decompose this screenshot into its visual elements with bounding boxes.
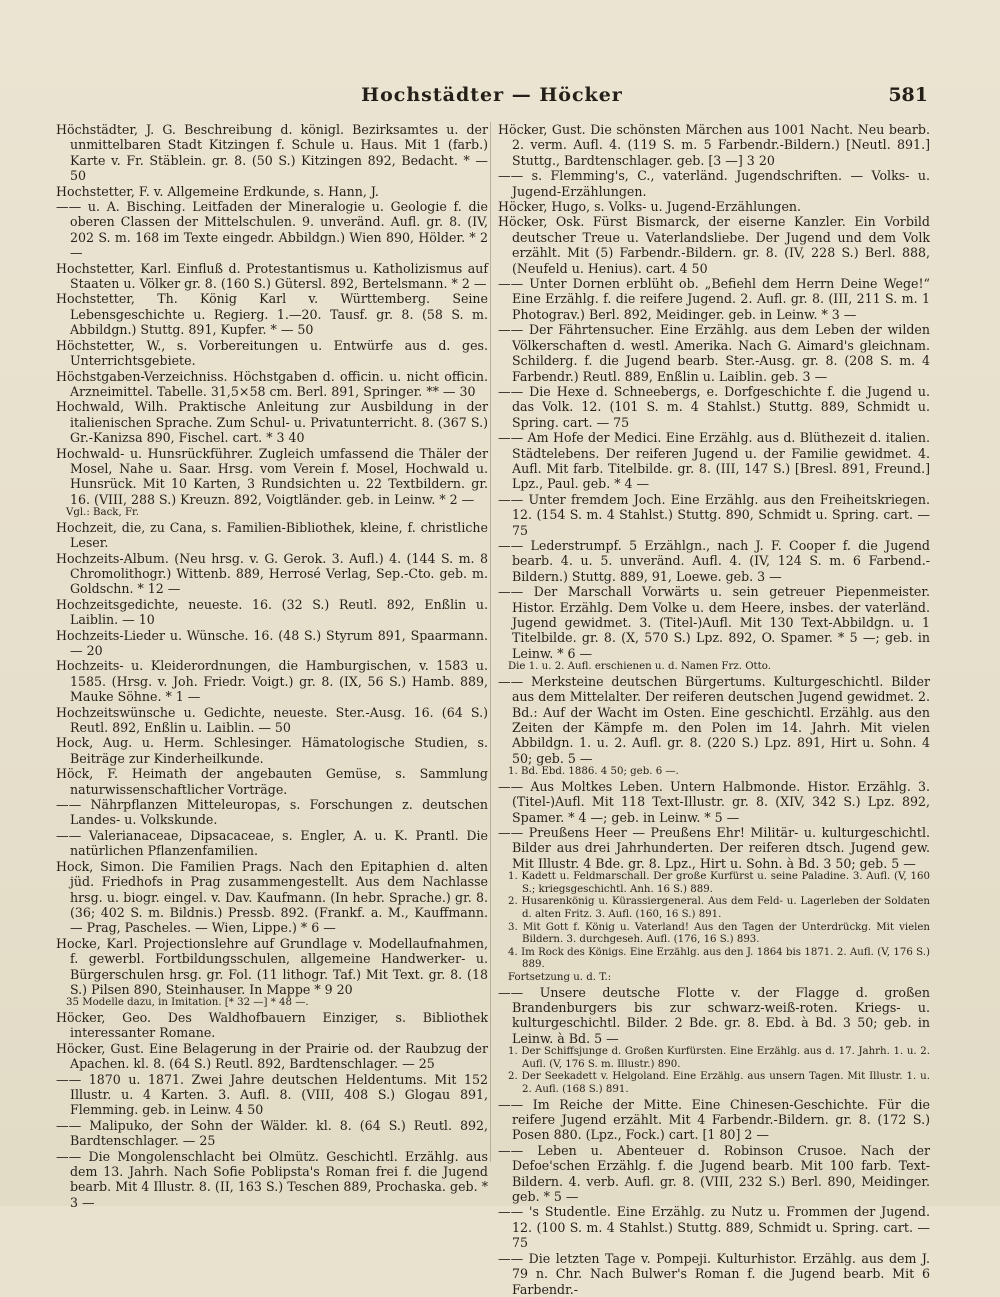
- catalog-entry: —— Der Fährtensucher. Eine Erzählg. aus dem Leben der wilden Völkerschaften d. westl. Amerika. Nach G. Aimard's gleichnam. Schilderg. f. die Jugend bearb. Ster.-Ausg. gr. 8. (208 S. m. 4 Farbendr.) Reutl. 889, Enßlin u. Laiblin. geb. 3 —: [498, 322, 930, 384]
- catalog-entry: Höcker, Gust. Die schönsten Märchen aus 1001 Nacht. Neu bearb. 2. verm. Aufl. 4. (119 S. m. 5 Farbendr.-Bildern.) [Neutl. 891.] Stuttg., Bardtenschlager. geb. [3 —] 3 20: [498, 122, 930, 168]
- catalog-entry: Hochzeitswünsche u. Gedichte, neueste. Ster.-Ausg. 16. (64 S.) Reutl. 892, Enßlin u. Laiblin. — 50: [56, 704, 488, 736]
- running-title: Hochstädter — Höcker: [361, 84, 623, 106]
- catalog-entry: —— Der Marschall Vorwärts u. sein getreuer Piepenmeister. Histor. Erzählg. Dem Volke u. dem Heere, insbes. der vaterländ. Jugend gewidmet. 3. (Titel-)Aufl. Mit 130 Text-Abbildgn. u. 1 Titelbilde. gr. 8. (X, 570 S.) Lpz. 892, O. Spamer. * 5 —; geb. in Leinw. * 6 —: [498, 584, 930, 661]
- catalog-entry: —— Die Hexe d. Schneebergs, e. Dorfgeschichte f. die Jugend u. das Volk. 12. (101 S. m. 4 Stahlst.) Stuttg. 889, Schmidt u. Spring. cart. — 75: [498, 383, 930, 430]
- catalog-entry: Höcker, Osk. Fürst Bismarck, der eiserne Kanzler. Ein Vorbild deutscher Treue u. Vaterlandsliebe. Der Jugend und dem Volk erzählt. Mit (5) Farbendr.-Bildern. gr. 8. (IV, 228 S.) Berl. 888, (Neufeld u. Henius). cart. 4 50: [498, 214, 930, 276]
- catalog-entry: Höcker, Geo. Des Waldhofbauern Einziger, s. Bibliothek interessanter Romane.: [56, 1009, 488, 1041]
- catalog-entry: —— 1870 u. 1871. Zwei Jahre deutschen Heldentums. Mit 152 Illustr. u. 4 Karten. 3. Aufl. 8. (VIII, 408 S.) Glogau 891, Flemming. geb. in Leinw. 4 50: [56, 1071, 488, 1118]
- page-number: 581: [888, 84, 928, 106]
- catalog-entry: —— Die Mongolenschlacht bei Olmütz. Geschichtl. Erzählg. aus dem 13. Jahrh. Nach Sofie Poblipsta's Roman frei f. die Jugend bearb. Mit 4 Illustr. 8. (II, 163 S.) Teschen 889, Prochaska. geb. * 3 —: [56, 1148, 488, 1210]
- right-column: [498, 122, 930, 1297]
- catalog-entry: 1. Bd. Ebd. 1886. 4 50; geb. 6 —.: [508, 766, 679, 778]
- catalog-entry: Hocke, Karl. Projectionslehre auf Grundlage v. Modellaufnahmen, f. gewerbl. Fortbildungsschulen, allgemeine Handwerker- u. Bürgerschulen hrsg. gr. Fol. (11 lithogr. Taf.) Mit Text. gr. 8. (18 S.) Pilsen 890, Steinhauser. In Mappe * 9 20: [56, 935, 488, 997]
- catalog-entry: —— Leben u. Abenteuer d. Robinson Crusoe. Nach der Defoe'schen Erzählg. f. die Jugend bearb. Mit 100 farb. Text-Bildern. 4. verb. Aufl. gr. 8. (VIII, 232 S.) Berl. 890, Meidinger. geb. * 5 —: [498, 1142, 930, 1205]
- catalog-entry: 1. Kadett u. Feldmarschall. Der große Kurfürst u. seine Paladine. 3. Aufl. (V, 160 S.; kriegsgeschichtl. Anh. 16 S.) 889.: [508, 871, 930, 895]
- catalog-entry: 2. Der Seekadett v. Helgoland. Eine Erzählg. aus unsern Tagen. Mit Illustr. 1. u. 2. Aufl. (168 S.) 891.: [508, 1071, 930, 1096]
- catalog-entry: Höchstgaben-Verzeichniss. Höchstgaben d. officin. u. nicht officin. Arzneimittel. Tabelle. 31,5×58 cm. Berl. 891, Springer. ** — 30: [56, 368, 488, 399]
- catalog-entry: —— Die letzten Tage v. Pompeji. Kulturhistor. Erzählg. aus dem J. 79 n. Chr. Nach Bulwer's Roman f. die Jugend bearb. Mit 6 Farbendr.-: [498, 1250, 930, 1297]
- catalog-entry: Höcker, Gust. Eine Belagerung in der Prairie od. der Raubzug der Apachen. kl. 8. (64 S.) Reutl. 892, Bardtenschlager. — 25: [56, 1040, 488, 1072]
- catalog-entry: —— Unter Dornen erblüht ob. „Befiehl dem Herrn Deine Wege!“ Eine Erzählg. f. die reifere Jugend. 2. Aufl. gr. 8. (III, 211 S. m. 1 Photograv.) Berl. 892, Meidinger. geb. in Leinw. * 3 —: [498, 276, 930, 322]
- catalog-entry: —— Im Reiche der Mitte. Eine Chinesen-Geschichte. Für die reifere Jugend erzählt. Mit 4 Farbendr.-Bildern. gr. 8. (172 S.) Posen 880. (Lpz., Fock.) cart. [1 80] 2 —: [498, 1096, 930, 1143]
- catalog-entry: Höck, F. Heimath der angebauten Gemüse, s. Sammlung naturwissenschaftlicher Vorträge.: [56, 766, 488, 797]
- catalog-entry: —— u. A. Bisching. Leitfaden der Mineralogie u. Geologie f. die oberen Classen der Mittelschulen. 9. unveränd. Aufl. gr. 8. (IV, 202 S. m. 168 im Texte eingedr. Abbildgn.) Wien 890, Hölder. * 2 —: [56, 199, 488, 261]
- catalog-entry: Die 1. u. 2. Aufl. erschienen u. d. Namen Frz. Otto.: [508, 661, 771, 673]
- left-column: [56, 122, 488, 1210]
- catalog-entry: Hochzeits-Lieder u. Wünsche. 16. (48 S.) Styrum 891, Spaarmann. — 20: [56, 627, 488, 658]
- catalog-entry: Hochwald- u. Hunsrückführer. Zugleich umfassend die Thäler der Mosel, Nahe u. Saar. Hrsg. vom Verein f. Mosel, Hochwald u. Hunsrück. Mit 10 Karten, 3 Rundsichten u. 22 Textbildern. gr. 16. (VIII, 288 S.) Kreuzn. 892, Voigtländer. geb. in Leinw. * 2 —: [56, 445, 488, 507]
- catalog-entry: 35 Modelle dazu, in Imitation. [* 32 —] * 48 —.: [66, 997, 309, 1009]
- catalog-entry: Hock, Aug. u. Herm. Schlesinger. Hämatologische Studien, s. Beiträge zur Kinderheilkunde.: [56, 735, 488, 766]
- page-header: [56, 84, 928, 114]
- catalog-entry: —— 's Studentle. Eine Erzählg. zu Nutz u. Frommen der Jugend. 12. (100 S. m. 4 Stahlst.) Stuttg. 889, Schmidt u. Spring. cart. — 75: [498, 1204, 930, 1251]
- catalog-entry: —— Unsere deutsche Flotte v. der Flagge d. großen Brandenburgers bis zur schwarz-weiß-roten. Kriegs- u. kulturgeschichtl. Bilder. 2 Bde. gr. 8. Ebd. à Bd. 3 50; geb. in Leinw. à Bd. 5 —: [498, 984, 930, 1046]
- catalog-entry: Höcker, Hugo, s. Volks- u. Jugend-Erzählungen.: [498, 199, 802, 215]
- catalog-entry: Hochzeit, die, zu Cana, s. Familien-Bibliothek, kleine, f. christliche Leser.: [56, 519, 488, 551]
- catalog-entry: —— Preußens Heer — Preußens Ehr! Militär- u. kulturgeschichtl. Bilder aus drei Jahrhunderten. Der reiferen dtsch. Jugend gew. Mit Illustr. 4 Bde. gr. 8. Lpz., Hirt u. Sohn. à Bd. 3 50; geb. 5 —: [498, 825, 930, 871]
- catalog-entry: —— Nährpflanzen Mitteleuropas, s. Forschungen z. deutschen Landes- u. Volkskunde.: [56, 797, 488, 828]
- catalog-entry: —— Malipuko, der Sohn der Wälder. kl. 8. (64 S.) Reutl. 892, Bardtenschlager. — 25: [56, 1117, 488, 1149]
- catalog-entry: Höchstetter, W., s. Vorbereitungen u. Entwürfe aus d. ges. Unterrichtsgebiete.: [56, 337, 488, 369]
- catalog-entry: —— Unter fremdem Joch. Eine Erzählg. aus den Freiheitskriegen. 12. (154 S. m. 4 Stahlst.) Stuttg. 890, Schmidt u. Spring. cart. — 75: [498, 491, 930, 538]
- catalog-entry: Höchstädter, J. G. Beschreibung d. königl. Bezirksamtes u. der unmittelbaren Stadt Kitzingen f. Schule u. Haus. Mit 1 (farb.) Karte v. Fr. Stäblein. gr. 8. (50 S.) Kitzingen 892, Bedacht. * — 50: [56, 122, 488, 184]
- catalog-entry: Hochzeits- u. Kleiderordnungen, die Hamburgischen, v. 1583 u. 1585. (Hrsg. v. Joh. Friedr. Voigt.) gr. 8. (IX, 56 S.) Hamb. 889, Mauke Söhne. * 1 —: [56, 658, 488, 705]
- catalog-entry: Hochstetter, Karl. Einfluß d. Protestantismus u. Katholizismus auf Staaten u. Völker gr. 8. (160 S.) Gütersl. 892, Bertelsmann. * 2 —: [56, 260, 488, 292]
- catalog-entry: Vgl.: Back, Fr.: [66, 507, 140, 519]
- catalog-entry: —— Am Hofe der Medici. Eine Erzählg. aus d. Blüthezeit d. italien. Städtelebens. Der reiferen Jugend u. der Familie gewidmet. 4. Aufl. Mit farb. Titelbilde. gr. 8. (III, 147 S.) [Bresl. 891, Freund.] Lpz., Paul. geb. * 4 —: [498, 430, 930, 492]
- catalog-entry: 1. Der Schiffsjunge d. Großen Kurfürsten. Eine Erzählg. aus d. 17. Jahrh. 1. u. 2. Aufl. (V, 176 S. m. Illustr.) 890.: [508, 1046, 930, 1070]
- catalog-entry: Hock, Simon. Die Familien Prags. Nach den Epitaphien d. alten jüd. Friedhofs in Prag zusammengestellt. Aus dem Nachlasse hrsg. u. biogr. eingel. v. Dav. Kaufmann. (In hebr. Sprache.) gr. 8. (36; 402 S. m. Bildnis.) Pressb. 892. (Frankf. a. M., Kauffmann. — Prag, Pascheles. — Wien, Lippe.) * 6 —: [56, 858, 488, 936]
- catalog-entry: Hochwald, Wilh. Praktische Anleitung zur Ausbildung in der italienischen Sprache. Zum Schul- u. Privatunterricht. 8. (367 S.) Gr.-Kanizsa 890, Fischel. cart. * 3 40: [56, 399, 488, 446]
- catalog-entry: —— Aus Moltkes Leben. Untern Halbmonde. Histor. Erzählg. 3. (Titel-)Aufl. Mit 118 Text-Illustr. gr. 8. (XIV, 342 S.) Lpz. 892, Spamer. * 4 —; geb. in Leinw. * 5 —: [498, 778, 930, 825]
- catalog-entry: —— Merksteine deutschen Bürgertums. Kulturgeschichtl. Bilder aus dem Mittelalter. Der reiferen deutschen Jugend gewidmet. 2. Bd.: Auf der Wacht im Osten. Eine geschichtl. Erzählg. aus den Zeiten der Kämpfe m. den Polen im 14. Jahrh. Mit vielen Abbildgn. 1. u. 2. Aufl. gr. 8. (220 S.) Lpz. 891, Hirt u. Sohn. 4 50; geb. 5 —: [498, 673, 930, 766]
- catalog-entry: Fortsetzung u. d. T.:: [508, 972, 612, 984]
- catalog-entry: Hochstetter, F. v. Allgemeine Erdkunde, s. Hann, J.: [56, 183, 379, 199]
- catalog-entry: —— s. Flemming's, C., vaterländ. Jugendschriften. — Volks- u. Jugend-Erzählungen.: [498, 168, 930, 199]
- catalog-entry: Hochzeitsgedichte, neueste. 16. (32 S.) Reutl. 892, Enßlin u. Laiblin. — 10: [56, 596, 488, 628]
- catalog-entry: 2. Husarenkönig u. Kürassiergeneral. Aus dem Feld- u. Lagerleben der Soldaten d. alten Fritz. 3. Aufl. (160, 16 S.) 891.: [508, 896, 930, 921]
- catalog-entry: 4. Im Rock des Königs. Eine Erzählg. aus den J. 1864 bis 1871. 2. Aufl. (V, 176 S.) 889.: [508, 946, 930, 971]
- catalog-entry: Hochzeits-Album. (Neu hrsg. v. G. Gerok. 3. Aufl.) 4. (144 S. m. 8 Chromolithogr.) Wittenb. 889, Herrosé Verlag, Sep.-Cto. geb. m. Goldschn. * 12 —: [56, 550, 488, 597]
- column-divider: [490, 122, 491, 1162]
- catalog-entry: —— Valerianaceae, Dipsacaceae, s. Engler, A. u. K. Prantl. Die natürlichen Pflanzenfamilien.: [56, 827, 488, 859]
- catalog-entry: —— Lederstrumpf. 5 Erzählgn., nach J. F. Cooper f. die Jugend bearb. 4. u. 5. unveränd. Aufl. 4. (IV, 124 S. m. 6 Farbend.-Bildern.) Stuttg. 889, 91, Loewe. geb. 3 —: [498, 537, 930, 584]
- catalog-entry: 3. Mit Gott f. König u. Vaterland! Aus den Tagen der Unterdrückg. Mit vielen Bildern. 3. durchgeseh. Aufl. (176, 16 S.) 893.: [508, 921, 930, 946]
- catalog-entry: Hochstetter, Th. König Karl v. Württemberg. Seine Lebensgeschichte u. Regierg. 1.—20. Tausf. gr. 8. (58 S. m. Abbildgn.) Stuttg. 891, Kupfer. * — 50: [56, 291, 488, 338]
